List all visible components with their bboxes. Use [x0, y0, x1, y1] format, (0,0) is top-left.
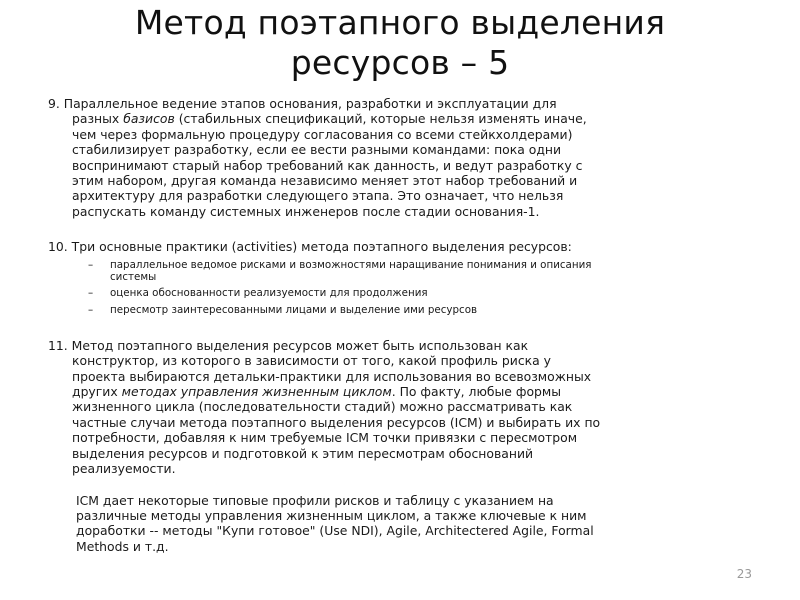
paragraph-10 [48, 239, 748, 254]
slide-title-line-1: Метод поэтапного выделения [134, 3, 666, 42]
page-number: 23 [736, 567, 752, 581]
p11-term-lifecycle-methods: методах управления жизненным циклом [121, 384, 392, 400]
p9-line-2 [48, 111, 748, 126]
p11sub-line-4: Methods и т.д. [76, 538, 169, 554]
practice-item-3-text: пересмотр заинтересованными лицами и выделение ими ресурсов [110, 303, 478, 316]
p10-line-1: 10. Три основные практики (activities) метода поэтапного выделения ресурсов: [48, 239, 572, 255]
p11sub-line-2: различные методы управления жизненным циклом, а также ключевые к ним [76, 507, 587, 523]
practice-item-1-line-1: параллельное ведомое рисками и возможностями наращивание понимания и описания [110, 258, 592, 271]
practice-item-2 [48, 287, 748, 299]
p9-line-5: воспринимают старый набор требований как данность, и ведут разработку с [72, 157, 583, 173]
p11-line-6: частные случаи метода поэтапного выделения ресурсов (ICM) и выбирать их по [72, 414, 601, 430]
paragraph-11-sub [48, 493, 748, 555]
p11sub-line-3: доработки -- методы "Купи готовое" (Use NDI), Agile, Architectered Agile, Formal [76, 523, 594, 539]
p11-line-3: проекта выбираются детальки-практики для использования во всевозможных [72, 368, 592, 384]
p9-line-1: 9. Параллельное ведение этапов основания, разработки и эксплуатации для [48, 96, 557, 111]
p9-line-6: этим набором, другая команда независимо меняет этот набор требований и [72, 173, 578, 189]
paragraph-9 [48, 96, 748, 219]
p11-line-9: реализуемости. [72, 461, 176, 477]
p9-line-4: стабилизирует разработку, если ее вести разными командами: пока одни [72, 142, 562, 158]
p9-line-7: архитектуру для разработки следующего этапа. Это означает, что нельзя [72, 188, 564, 204]
practice-item-2-text: оценка обоснованности реализуемости для продолжения [110, 287, 428, 300]
practice-item-3 [48, 304, 748, 316]
p11-line-4-a: других [72, 384, 122, 400]
practice-item-1-line-2: системы [110, 270, 157, 283]
bullet-dash: – [88, 303, 94, 316]
p9-line-2-a: разных [72, 111, 124, 127]
p9-term-bases: базисов [123, 111, 175, 127]
practices-list [48, 259, 748, 316]
p11-line-8: выделения ресурсов и подготовкой к этим пересмотрам обоснований [72, 445, 534, 461]
p11sub-line-1: ICM дает некоторые типовые профили рисков и таблицу с указанием на [76, 492, 554, 508]
p11-line-2: конструктор, из которого в зависимости от того, какой профиль риска у [72, 353, 551, 369]
practice-item-1 [48, 259, 748, 284]
p11-line-5: жизненного цикла (последовательности стадий) можно рассматривать как [72, 399, 573, 415]
slide-title-line-2: ресурсов – 5 [290, 43, 510, 82]
p9-line-3: чем через формальную процедуру согласования со всеми стейкхолдерами) [72, 126, 573, 142]
bullet-dash: – [88, 258, 94, 271]
p9-line-2-c: (стабильных спецификаций, которые нельзя изменять иначе, [174, 111, 587, 127]
p11-line-4 [48, 384, 748, 399]
p11-line-1: 11. Метод поэтапного выделения ресурсов может быть использован как [48, 337, 529, 353]
paragraph-11 [48, 338, 748, 554]
slide-content [48, 96, 748, 566]
p11-line-7: потребности, добавляя к ним требуемые ICM точки привязки с пересмотром [72, 430, 578, 446]
p9-line-8: распускать команду системных инженеров после стадии основания-1. [72, 203, 540, 219]
p11-line-4-c: . По факту, любые формы [391, 384, 562, 400]
slide-title [0, 0, 800, 83]
bullet-dash: – [88, 287, 94, 300]
